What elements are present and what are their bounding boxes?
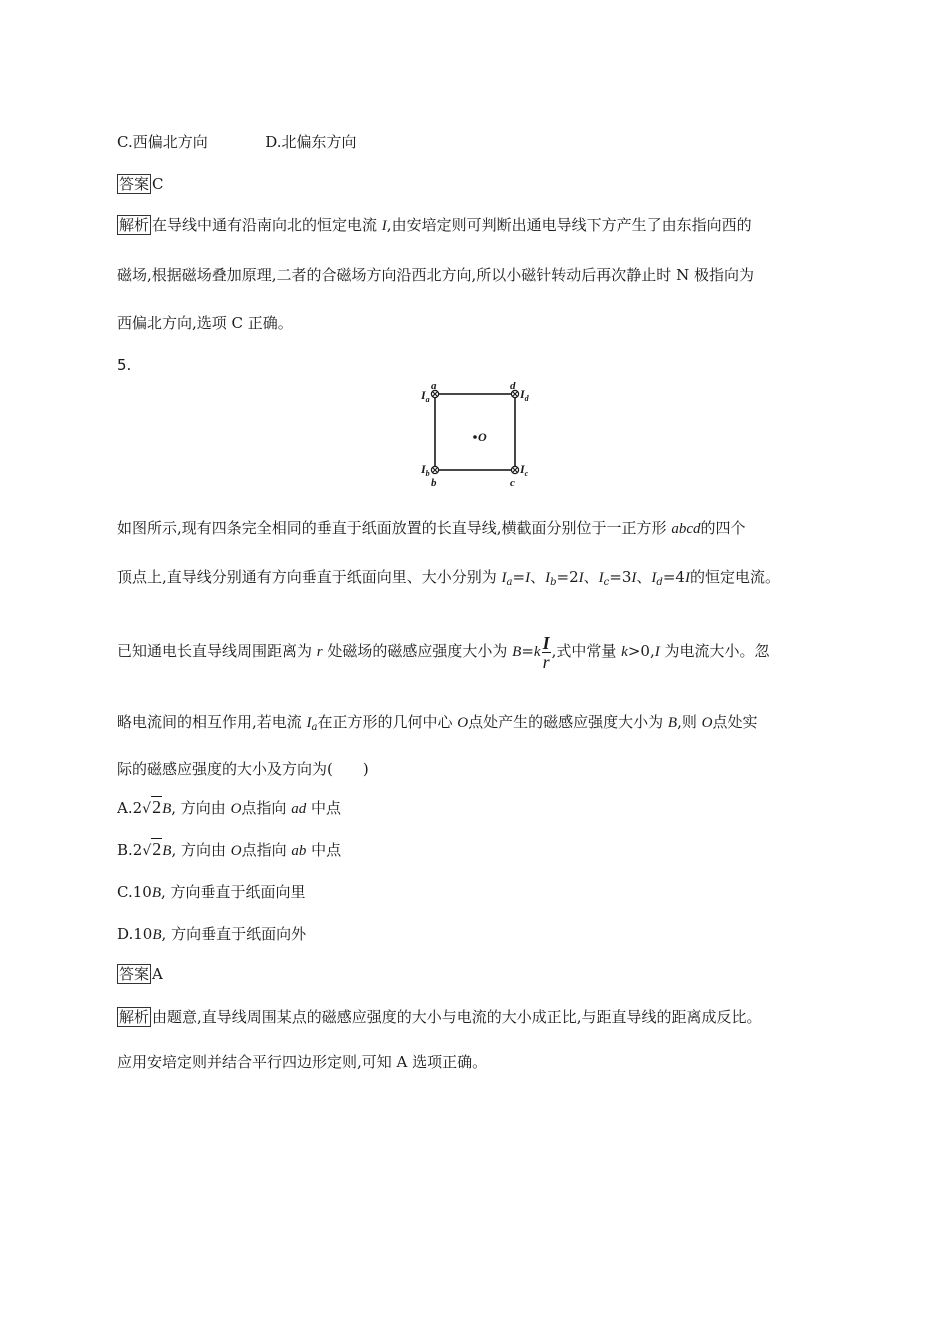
var: I: [598, 570, 604, 586]
text: 为电流大小。忽: [659, 642, 770, 660]
text: 中点: [306, 799, 341, 817]
var: I: [501, 570, 507, 586]
q5-stem-line-5: 际的磁感应强度的大小及方向为( ): [117, 760, 369, 778]
answer-value: A: [152, 965, 163, 983]
text: 顶点上,直导线分别通有方向垂直于纸面向里、大小分别为: [117, 568, 502, 586]
text: 的四个: [700, 519, 746, 537]
text: 点指向: [241, 799, 292, 817]
sqrt-icon: √: [142, 843, 152, 859]
sub: a: [311, 722, 318, 733]
var-O: O: [230, 843, 242, 859]
fraction-denominator: r: [542, 651, 550, 672]
text: =2: [556, 568, 579, 586]
square-outline: [435, 394, 515, 470]
center-label: O: [478, 430, 487, 444]
radicand: 2: [152, 797, 162, 817]
var-B: B: [162, 801, 172, 817]
text: =: [512, 568, 526, 586]
q5-answer: [117, 963, 163, 985]
text: 点指向: [241, 841, 292, 859]
text: 的恒定电流。: [689, 568, 780, 586]
var: I: [545, 570, 551, 586]
text: 、: [636, 568, 652, 586]
q4-analysis-line-1: [117, 214, 752, 237]
answer-tag: 答案: [119, 175, 150, 193]
text: 已知通电长直导线周围距离为: [117, 642, 317, 660]
text: C.10: [117, 883, 152, 901]
var-B: B: [152, 927, 162, 943]
wire-c: [511, 466, 518, 473]
text: D.10: [117, 925, 153, 943]
text: 略电流间的相互作用,若电流: [117, 713, 307, 731]
var: I: [578, 570, 584, 586]
q5-option-a: [117, 796, 341, 820]
q4-answer: [117, 173, 164, 195]
q5-stem-line-3: [117, 631, 770, 672]
text: =: [521, 642, 534, 660]
text: 中点: [306, 841, 342, 859]
current-d: $I_d$: [520, 387, 529, 403]
text: 由题意,直导线周围某点的磁感应强度的大小与电流的大小成正比,与距直导线的距离成反比。: [152, 1008, 762, 1026]
var: I: [684, 570, 690, 586]
radicand: 2: [152, 839, 162, 859]
q5-analysis-line-2: 应用安培定则并结合平行四边形定则,可知 A 选项正确。: [117, 1053, 488, 1071]
var-O: O: [230, 801, 242, 817]
wire-b: [431, 466, 438, 473]
square-wires-figure: [410, 382, 540, 492]
analysis-tag: 解析: [119, 216, 150, 234]
text: 在导线中通有沿南向北的恒定电流: [152, 216, 382, 234]
label-c: c: [510, 477, 515, 489]
var-B: B: [151, 885, 161, 901]
var-r: r: [316, 644, 323, 660]
fraction-numerator: I: [542, 632, 550, 653]
text: 如图所示,现有四条完全相同的垂直于纸面放置的长直导线,横截面分别位于一正方形: [117, 519, 672, 537]
text: , 方向由: [171, 799, 231, 817]
text: 在正方形的几何中心: [317, 713, 458, 731]
var-abcd: abcd: [671, 521, 701, 537]
answer-tag: 答案: [119, 965, 150, 983]
text: =3: [609, 568, 632, 586]
q5-option-d: [117, 923, 306, 946]
text: 点处产生的磁感应强度大小为: [468, 713, 668, 731]
text: ,则: [677, 713, 702, 731]
analysis-tag: 解析: [119, 1008, 150, 1026]
q5-option-b: [117, 838, 341, 862]
current-b: $I_b$: [421, 462, 430, 478]
q5-stem-line-1: [117, 517, 746, 540]
text: 点处实: [712, 713, 758, 731]
text: >0,: [627, 642, 655, 660]
answer-value: C: [152, 175, 164, 193]
var-ab: ab: [291, 843, 307, 859]
label-d: d: [510, 382, 516, 392]
label-b: b: [431, 477, 437, 489]
var: I: [525, 570, 531, 586]
text: B.2: [117, 841, 143, 859]
sub: b: [550, 577, 557, 588]
text: , 方向垂直于纸面向里: [160, 883, 306, 901]
current-c: $I_c$: [520, 462, 529, 478]
q5-stem-line-2: [117, 566, 780, 594]
text: , 方向垂直于纸面向外: [161, 925, 307, 943]
label-a: a: [431, 382, 437, 392]
current-a: $I_a$: [421, 388, 430, 404]
var-I: I: [654, 644, 660, 660]
q4-analysis-line-2: 磁场,根据磁场叠加原理,二者的合磁场方向沿西北方向,所以小磁针转动后再次静止时 N 极指向为: [117, 266, 754, 284]
var-k: k: [621, 644, 628, 660]
q5-number: 5.: [117, 356, 132, 374]
sub: c: [603, 577, 610, 588]
var-B: B: [512, 644, 522, 660]
q4-analysis-line-3: 西偏北方向,选项 C 正确。: [117, 314, 293, 332]
text: 处磁场的磁感应强度大小为: [322, 642, 513, 660]
q4-option-c: C.西偏北方向: [117, 133, 208, 151]
var-B: B: [162, 843, 172, 859]
text: ,式中常量: [551, 642, 622, 660]
text: 、: [583, 568, 599, 586]
q4-options-cd: [117, 131, 357, 153]
text: , 方向由: [171, 841, 231, 859]
var-O: O: [457, 715, 469, 731]
text: ,由安培定则可判断出通电导线下方产生了由东指向西的: [386, 216, 752, 234]
q5-option-c: [117, 881, 306, 904]
text: A.2: [117, 799, 143, 817]
q4-option-d: D.北偏东方向: [265, 133, 357, 151]
var: I: [651, 570, 657, 586]
fraction-I-over-r: [542, 634, 551, 671]
text: 、: [530, 568, 546, 586]
sub: d: [656, 577, 663, 588]
center-dot: [473, 435, 477, 439]
var-O: O: [701, 715, 713, 731]
var-ad: ad: [291, 801, 307, 817]
q5-analysis-line-1: [117, 1006, 762, 1028]
sub: a: [506, 577, 513, 588]
var-k: k: [533, 644, 541, 660]
text: =4: [662, 568, 685, 586]
var: I: [306, 715, 312, 731]
sqrt-icon: √: [142, 801, 152, 817]
var-I: I: [381, 218, 387, 234]
var-B: B: [667, 715, 678, 731]
var: I: [631, 570, 637, 586]
q5-stem-line-4: [117, 711, 758, 739]
